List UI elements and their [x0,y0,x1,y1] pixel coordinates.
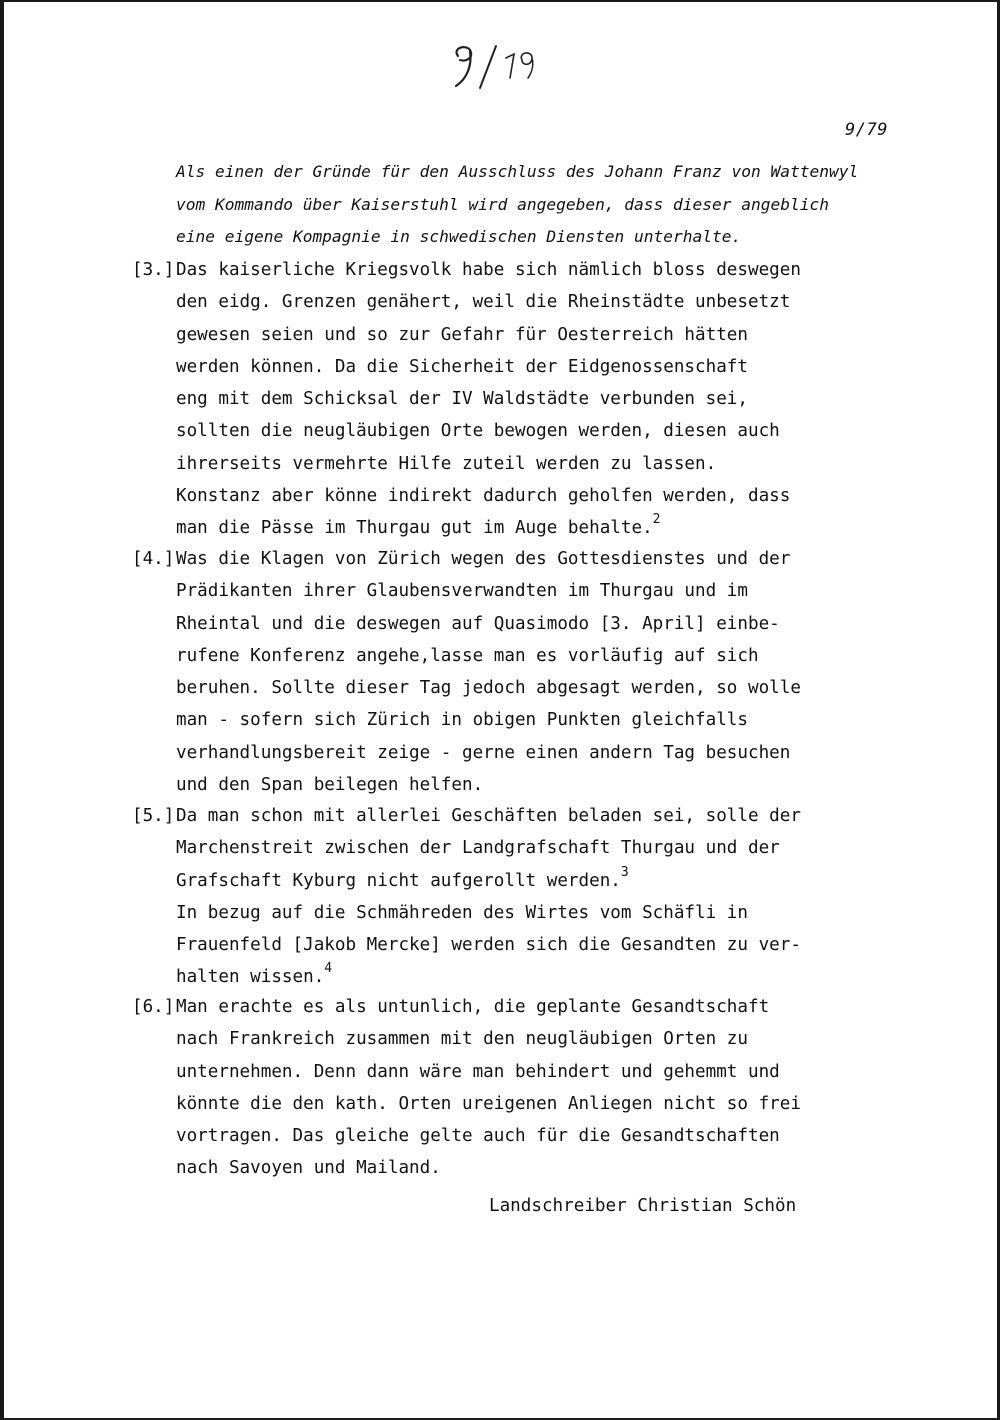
section-line: Frauenfeld [Jakob Mercke] werden sich die Gesandten zu ver- [176,935,801,956]
section-4 [132,543,912,801]
section-line: Man erachte es als untunlich, die geplante Gesandtschaft [176,997,770,1017]
section-line: werden können. Da die Sicherheit der Eidgenossenschaft [176,356,748,377]
section-line: nach Frankreich zusammen mit den neugläubigen Orten zu [176,1029,748,1050]
section-line: unternehmen. Denn dann wäre man behindert und gehemmt und [176,1061,780,1082]
section-line: verhandlungsbereit zeige - gerne einen andern Tag besuchen [176,742,791,763]
intro-line: vom Kommando über Kaiserstuhl wird angegeben, dass dieser angeblich [176,194,829,214]
section-5 [132,800,912,994]
section-line: Grafschaft Kyburg nicht aufgerollt werden. [176,870,621,891]
section-line: sollten die neugläubigen Orte bewogen werden, diesen auch [176,421,780,442]
section-line: rufene Konferenz angehe,lasse man es vorläufig auf sich [176,645,759,666]
section-line: vortragen. Das gleiche gelte auch für die Gesandtschaften [176,1126,780,1147]
section-line: man die Pässe im Thurgau gut im Auge behalte. [176,518,653,539]
section-line: Konstanz aber könne indirekt dadurch geholfen werden, dass [176,486,791,507]
handwritten-page-mark [444,34,564,94]
section-line: In bezug auf die Schmähreden des Wirtes vom Schäfli in [176,902,748,923]
section-line: und den Span beilegen helfen. [176,775,484,796]
section-line: den eidg. Grenzen genähert, weil die Rheinstädte unbesetzt [176,292,791,313]
section-6 [132,991,912,1185]
section-line: Prädikanten ihrer Glaubensverwandten im Thurgau und im [176,581,748,602]
section-number: [3.] [132,260,175,280]
footnote-marker: 4 [324,961,333,977]
section-line: beruhen. Sollte dieser Tag jedoch abgesagt werden, so wolle [176,678,801,699]
section-line: Marchenstreit zwischen der Landgrafschaft Thurgau und der [176,838,780,859]
section-line: könnte die den kath. Orten ureigenen Anliegen nicht so frei [176,1093,801,1114]
section-line: gewesen seien und so zur Gefahr für Oesterreich hätten [176,324,748,345]
section-line: Was die Klagen von Zürich wegen des Gottesdienstes und der [176,549,791,569]
intro-line: eine eigene Kompagnie in schwedischen Diensten unterhalte. [176,227,742,246]
signature: Landschreiber Christian Schön [489,1196,797,1216]
footnote-marker: 3 [620,864,629,880]
section-line: halten wissen. [176,967,325,988]
section-number: [5.] [132,806,175,826]
section-number: [6.] [132,997,175,1017]
footnote-marker: 2 [652,512,661,528]
section-number: [4.] [132,549,175,569]
page-number: 9/79 [845,120,888,140]
section-line: man - sofern sich Zürich in obigen Punkten gleichfalls [176,710,748,731]
scan-border-top [0,0,1000,2]
section-line: ihrerseits vermehrte Hilfe zuteil werden zu lassen. [176,453,717,474]
section-line: Rheintal und die deswegen auf Quasimodo [3. April] einbe- [176,613,780,634]
section-line: Das kaiserliche Kriegsvolk habe sich nämlich bloss deswegen [176,260,801,280]
section-line: eng mit dem Schicksal der IV Waldstädte verbunden sei, [176,389,748,410]
scan-border-left [0,0,4,1420]
intro-paragraph [176,156,906,254]
section-line: nach Savoyen und Mailand. [176,1158,441,1179]
section-line: Da man schon mit allerlei Geschäften beladen sei, solle der [176,806,801,826]
intro-line: Als einen der Gründe für den Ausschluss des Johann Franz von Wattenwyl [176,162,859,181]
section-3 [132,254,912,545]
